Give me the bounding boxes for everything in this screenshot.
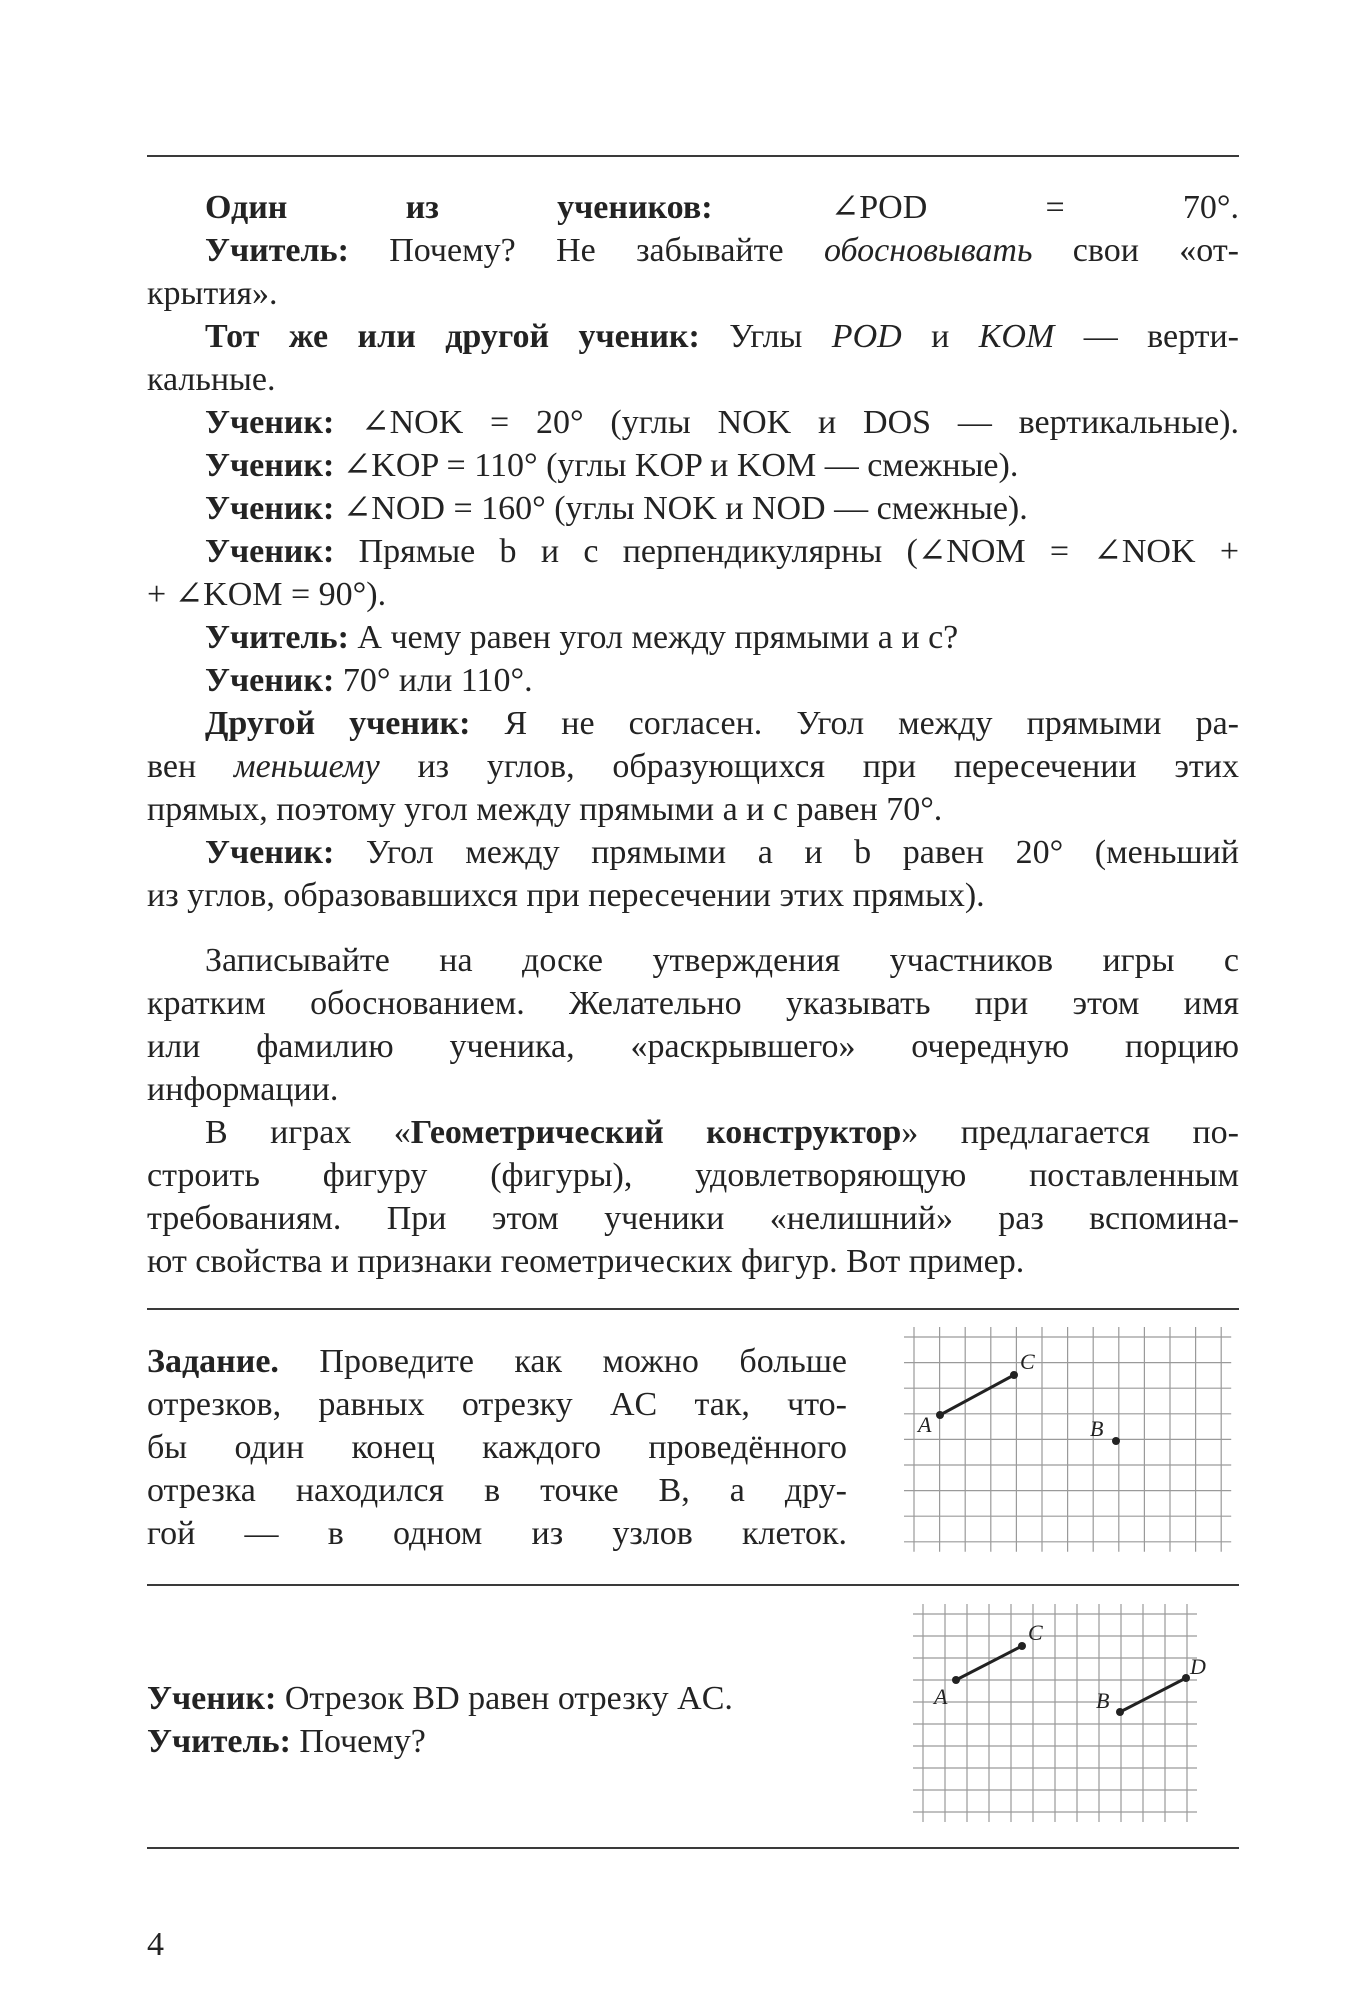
speaker-label: Учитель: bbox=[147, 1723, 291, 1760]
speaker-label: Ученик: bbox=[205, 490, 335, 527]
line-text: вен bbox=[147, 748, 234, 785]
point-c-dot bbox=[1018, 1642, 1026, 1650]
dialogue-line bbox=[147, 788, 1239, 831]
point-c-dot bbox=[1010, 1371, 1018, 1379]
paragraph-line bbox=[147, 1240, 1239, 1283]
line-text: Углы bbox=[699, 318, 832, 355]
point-b-dot bbox=[1116, 1708, 1124, 1716]
speaker-label: Один из учеников: bbox=[205, 189, 713, 226]
top-rule bbox=[147, 155, 1239, 157]
point-d-dot bbox=[1182, 1674, 1190, 1682]
dialogue-line bbox=[147, 530, 1239, 573]
line-text: или фамилию ученика, «раскрывшего» очередную порцию bbox=[147, 1028, 1239, 1065]
dialogue-line bbox=[147, 573, 1239, 616]
point-d-label: D bbox=[1190, 1654, 1206, 1679]
line-text: кальные. bbox=[147, 361, 276, 398]
speaker-label: Ученик: bbox=[205, 447, 335, 484]
line-text: бы один конец каждого проведённого bbox=[147, 1429, 847, 1466]
speaker-label: Учитель: bbox=[205, 232, 349, 269]
point-c-label: C bbox=[1028, 1620, 1043, 1645]
point-a-label: A bbox=[934, 1684, 948, 1709]
dialogue-line bbox=[147, 1720, 847, 1763]
dialogue-line bbox=[147, 229, 1239, 272]
point-b-label: B bbox=[1090, 1416, 1104, 1441]
speaker-label: Ученик: bbox=[205, 834, 335, 871]
dialogue-line bbox=[147, 401, 1239, 444]
dialogue-block bbox=[147, 186, 1239, 1283]
dialogue-line bbox=[147, 186, 1239, 229]
point-a-dot bbox=[952, 1676, 960, 1684]
line-text: из углов, образующихся при пересечении этих bbox=[379, 748, 1239, 785]
emphasis-text: POD bbox=[831, 318, 902, 355]
task-bottom-rule bbox=[147, 1584, 1239, 1586]
task-line bbox=[147, 1383, 847, 1426]
line-text: кратким обоснованием. Желательно указывать при этом имя bbox=[147, 985, 1239, 1022]
line-text: А чему равен угол между прямыми a и c? bbox=[348, 619, 959, 656]
dialogue-line bbox=[147, 315, 1239, 358]
dialogue-line bbox=[147, 358, 1239, 401]
line-text: и bbox=[901, 318, 979, 355]
bottom-rule bbox=[147, 1847, 1239, 1849]
line-text: 70° или 110°. bbox=[334, 662, 533, 699]
line-text: Почему? Не забывайте bbox=[348, 232, 824, 269]
emphasis-text: KOM bbox=[978, 318, 1055, 355]
paragraph-line bbox=[147, 1068, 1239, 1111]
dialogue-line bbox=[147, 874, 1239, 917]
line-text: » предлагается по- bbox=[901, 1114, 1239, 1151]
grid-figure-2 bbox=[900, 1598, 1240, 1838]
page-number: 4 bbox=[147, 1926, 164, 1963]
line-text: из углов, образовавшихся при пересечении этих прямых). bbox=[147, 877, 985, 914]
line-text: ∠POD = 70°. bbox=[712, 189, 1240, 226]
line-text: Почему? bbox=[290, 1723, 426, 1760]
dialogue-line bbox=[147, 616, 1239, 659]
line-text: отрезка находился в точке B, а дру- bbox=[147, 1472, 847, 1509]
dialogue-block-2 bbox=[147, 1677, 847, 1763]
speaker-label: Другой ученик: bbox=[205, 705, 471, 742]
dialogue-line bbox=[147, 659, 1239, 702]
segment-ac bbox=[940, 1375, 1014, 1415]
point-a-dot bbox=[936, 1411, 944, 1419]
line-text: Отрезок BD равен отрезку AC. bbox=[276, 1680, 733, 1717]
emphasis-text: меньшему bbox=[233, 748, 380, 785]
line-text: ют свойства и признаки геометрических фигур. Вот пример. bbox=[147, 1243, 1025, 1280]
line-text: ∠NOK = 20° (углы NOK и DOS — вертикальные). bbox=[334, 404, 1239, 441]
grid-figure-1 bbox=[890, 1325, 1240, 1565]
line-text: Записывайте на доске утверждения участников игры с bbox=[205, 942, 1239, 979]
task-line bbox=[147, 1469, 847, 1512]
task-line bbox=[147, 1426, 847, 1469]
task-line bbox=[147, 1512, 847, 1555]
line-text: информации. bbox=[147, 1071, 339, 1108]
line-text: отрезков, равных отрезку AC так, что- bbox=[147, 1386, 847, 1423]
dialogue-line bbox=[147, 745, 1239, 788]
point-b-label: B bbox=[1096, 1688, 1110, 1713]
dialogue-line bbox=[147, 444, 1239, 487]
line-text: В играх « bbox=[205, 1114, 411, 1151]
line-text: + ∠KOM = 90°). bbox=[147, 576, 387, 613]
paragraph-line bbox=[147, 939, 1239, 982]
dialogue-line bbox=[147, 272, 1239, 315]
line-text: гой — в одном из узлов клеток. bbox=[147, 1515, 847, 1552]
line-text: ∠NOD = 160° (углы NOK и NOD — смежные). bbox=[334, 490, 1028, 527]
line-text: Прямые b и c перпендикулярны (∠NOM = ∠NOK + bbox=[334, 533, 1239, 570]
point-b-dot bbox=[1112, 1437, 1120, 1445]
bold-term: Геометрический конструктор bbox=[410, 1114, 902, 1151]
dialogue-line bbox=[147, 1677, 847, 1720]
line-text: ∠KOP = 110° (углы KOP и KOM — смежные). bbox=[334, 447, 1019, 484]
dialogue-line bbox=[147, 487, 1239, 530]
speaker-label: Учитель: bbox=[205, 619, 349, 656]
task-line bbox=[147, 1340, 847, 1383]
line-text: крытия». bbox=[147, 275, 278, 312]
task-top-rule bbox=[147, 1308, 1239, 1310]
line-text: Проведите как можно больше bbox=[278, 1343, 847, 1380]
paragraph-line bbox=[147, 1025, 1239, 1068]
paragraph-line bbox=[147, 1154, 1239, 1197]
point-a-label: A bbox=[918, 1412, 932, 1437]
line-text: строить фигуру (фигуры), удовлетворяющую поставленным bbox=[147, 1157, 1239, 1194]
segment-bd bbox=[1120, 1678, 1186, 1712]
task-label: Задание. bbox=[147, 1343, 279, 1380]
speaker-label: Ученик: bbox=[147, 1680, 277, 1717]
paragraph-line bbox=[147, 1197, 1239, 1240]
speaker-label: Ученик: bbox=[205, 533, 335, 570]
paragraph-line bbox=[147, 982, 1239, 1025]
line-text: свои «от- bbox=[1032, 232, 1240, 269]
speaker-label: Ученик: bbox=[205, 404, 335, 441]
line-text: прямых, поэтому угол между прямыми a и c равен 70°. bbox=[147, 791, 943, 828]
point-c-label: C bbox=[1020, 1349, 1035, 1374]
speaker-label: Ученик: bbox=[205, 662, 335, 699]
line-text: Я не согласен. Угол между прямыми ра- bbox=[470, 705, 1239, 742]
paragraph-line bbox=[147, 1111, 1239, 1154]
line-text: — верти- bbox=[1054, 318, 1240, 355]
speaker-label: Тот же или другой ученик: bbox=[205, 318, 700, 355]
line-text: требованиям. При этом ученики «нелишний» раз вспомина- bbox=[147, 1200, 1239, 1237]
task-block bbox=[147, 1340, 847, 1555]
line-text: Угол между прямыми a и b равен 20° (меньший bbox=[334, 834, 1239, 871]
dialogue-line bbox=[147, 831, 1239, 874]
dialogue-line bbox=[147, 702, 1239, 745]
emphasis-text: обосновывать bbox=[823, 232, 1033, 269]
